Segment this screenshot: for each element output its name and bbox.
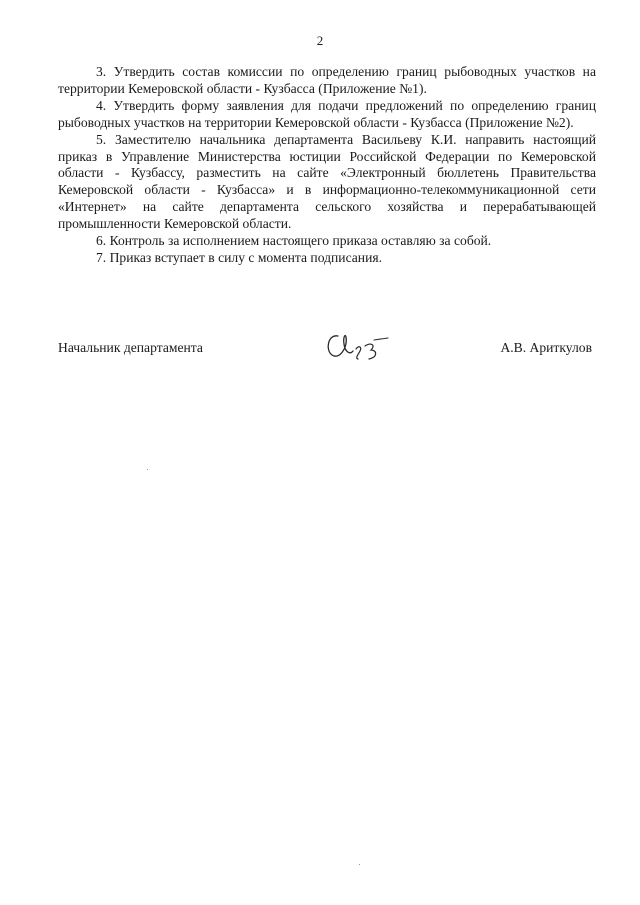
paragraph-item-6: 6. Контроль за исполнением настоящего приказа оставляю за собой.: [96, 233, 492, 249]
signature-block: [58, 334, 592, 374]
paragraph-item-5: 5. Заместителю начальника департамента Васильеву К.И. направить настоящий приказ в Управление Министерства юстиции Российской Федерации по Кемеровской области - Кузбассу, разместить на сайте «Электронный бюллетень Правительства Кемеровской области - Кузбасса» и в информационно-телекоммуникационной сети «Интернет» на сайте департамента сельского хозяйства и перерабатывающей промышленности Кемеровской области.: [58, 131, 596, 232]
paragraph-item-7: 7. Приказ вступает в силу с момента подписания.: [96, 249, 382, 265]
signatory-name: А.В. Ариткулов: [500, 340, 592, 355]
signatory-position: Начальник департамента: [58, 340, 203, 355]
scan-speck: [359, 864, 360, 865]
order-body: [58, 64, 596, 267]
paragraph-item-4: 4. Утвердить форму заявления для подачи предложений по определению границ рыбоводных участков на территории Кемеровской области - Кузбасса (Приложение №2).: [58, 97, 596, 130]
scan-speck: [147, 469, 148, 470]
handwritten-signature-icon: [322, 324, 400, 364]
page-number: 2: [316, 33, 324, 48]
paragraph-item-3: 3. Утвердить состав комиссии по определению границ рыбоводных участков на территории Кемеровской области - Кузбасса (Приложение №1).: [58, 64, 596, 96]
